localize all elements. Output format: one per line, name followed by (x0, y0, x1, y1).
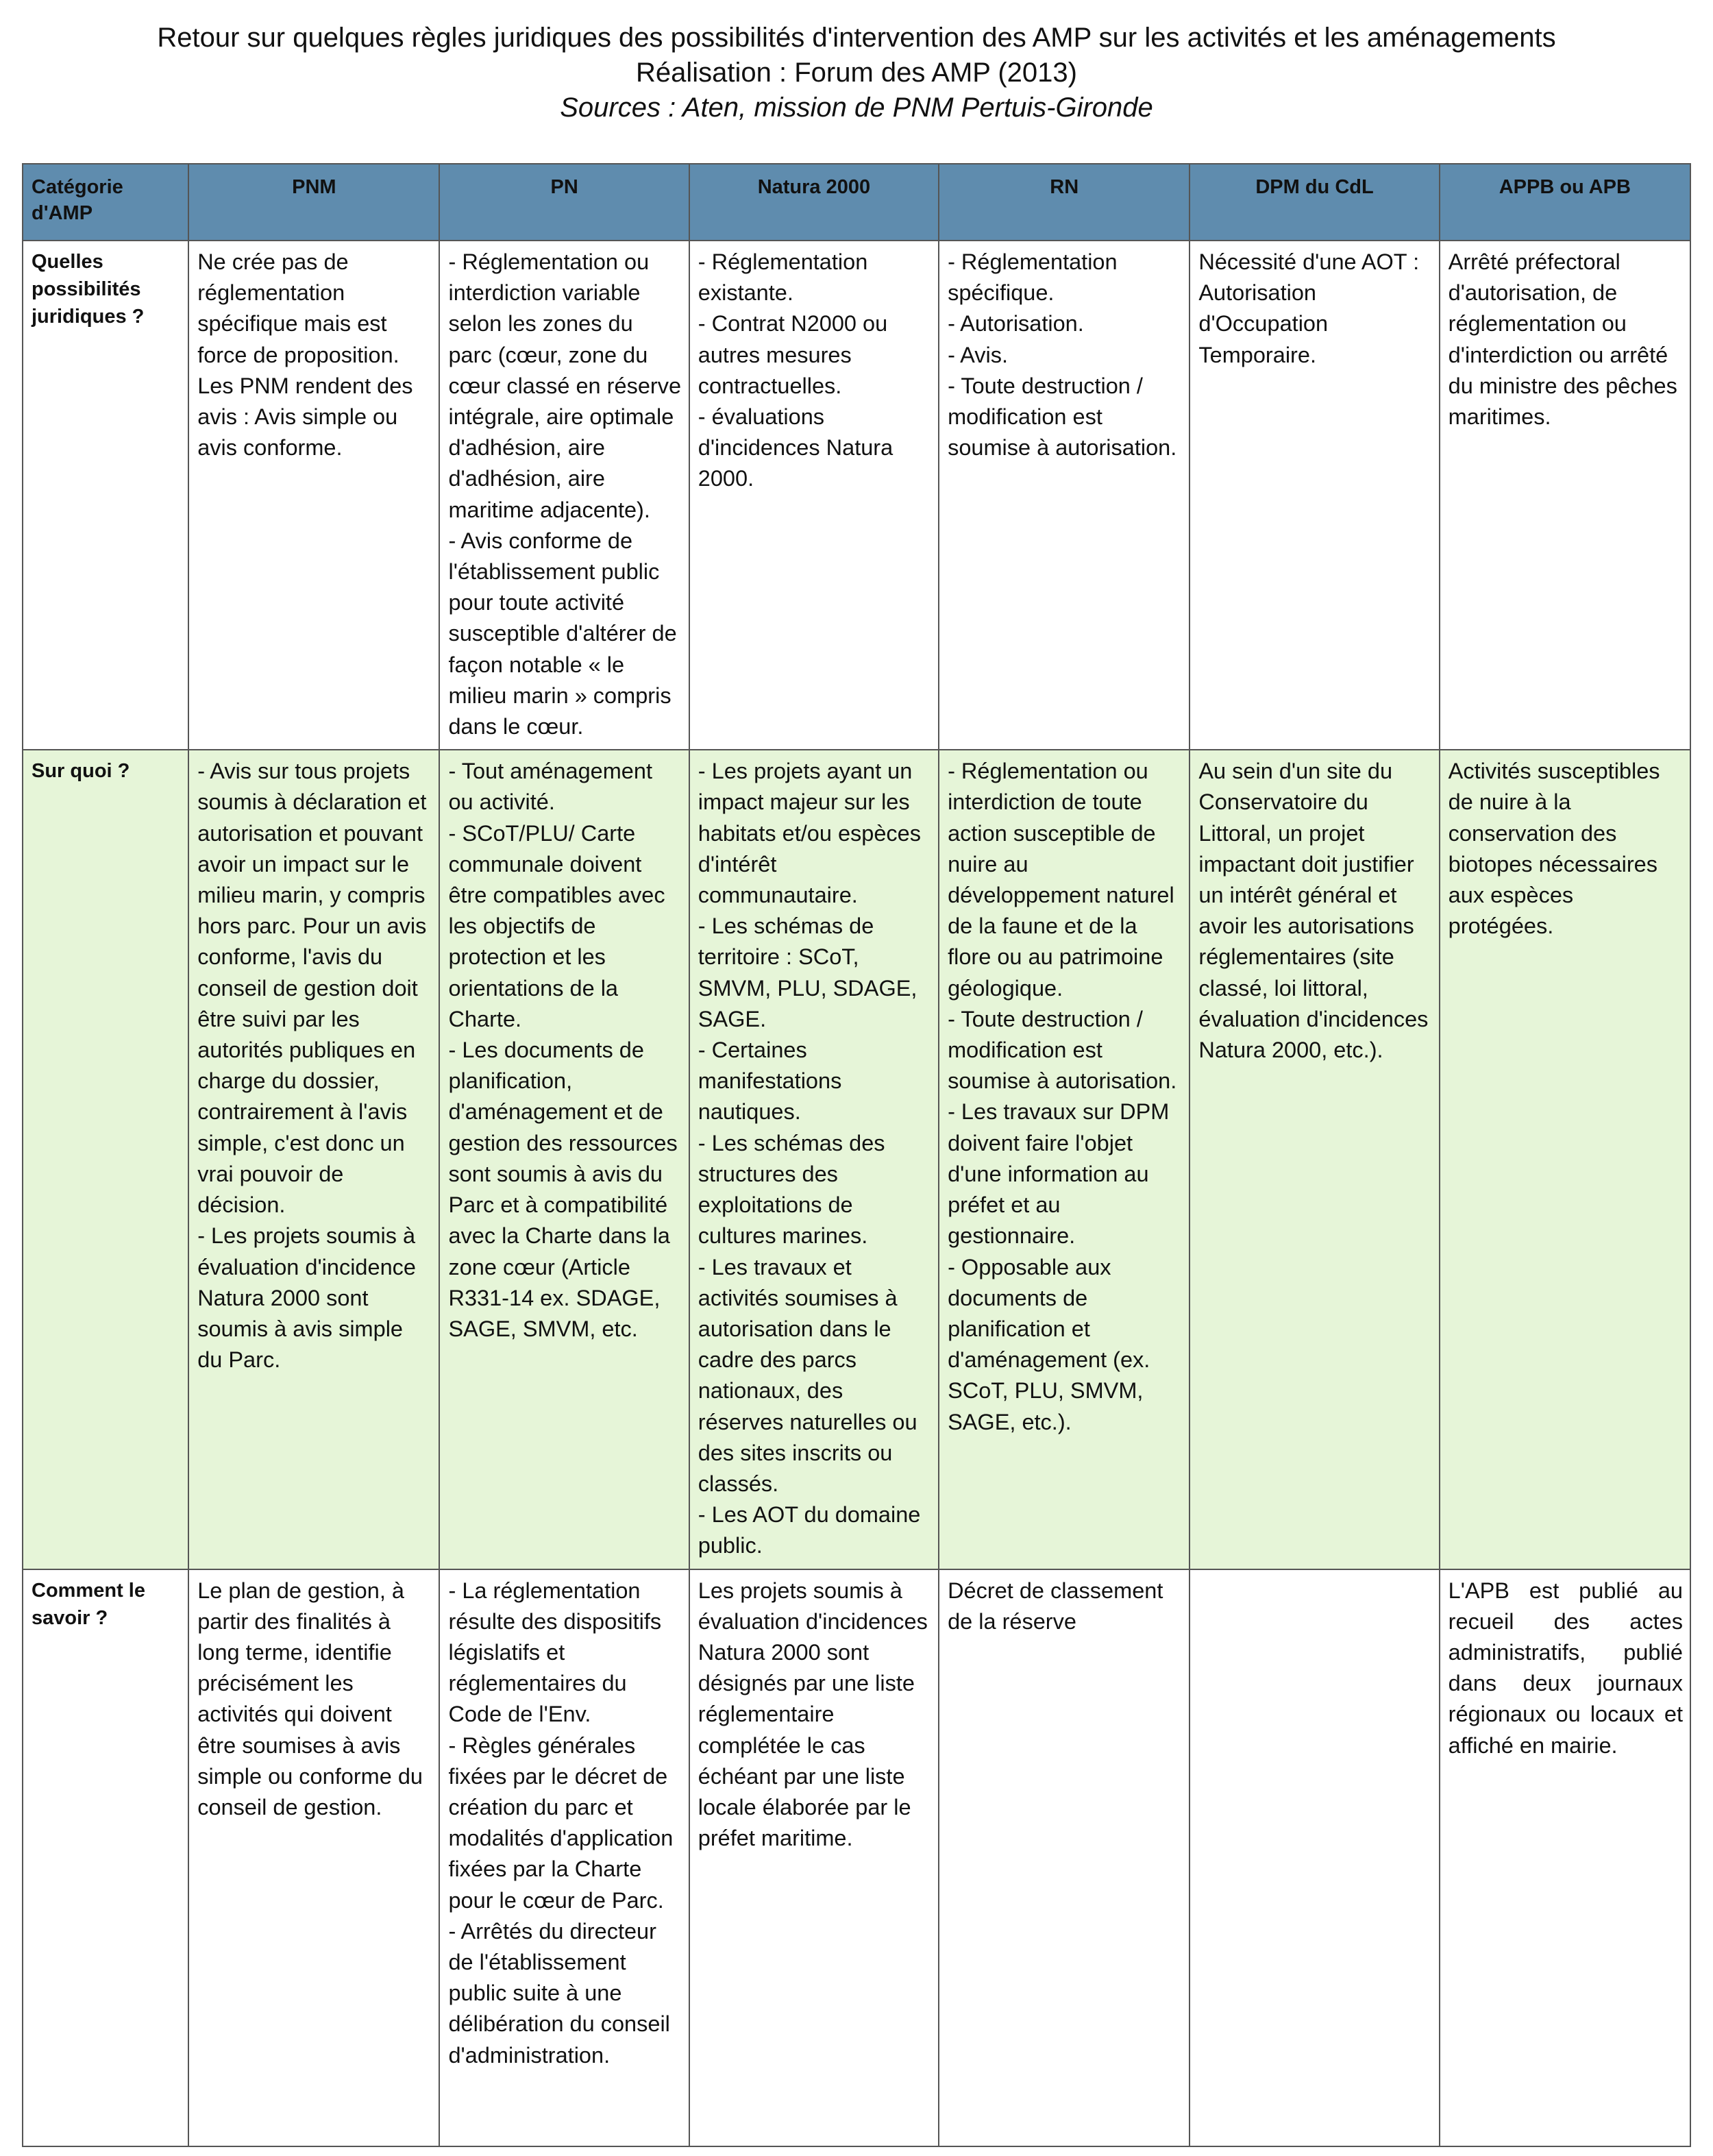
cell-possibilites-pnm: Ne crée pas de réglementation spécifique mais est force de proposition. Les PNM rendent des avis : Avis simple ou avis conforme. (188, 241, 439, 750)
row-header-possibilites: Quelles possibilités juridiques ? (23, 241, 188, 750)
column-header-dpm-cdl: DPM du CdL (1190, 164, 1439, 241)
column-header-pnm: PNM (188, 164, 439, 241)
column-header-pn: PN (439, 164, 689, 241)
column-header-natura-2000: Natura 2000 (689, 164, 939, 241)
column-header-rn: RN (939, 164, 1190, 241)
table-header-row (23, 164, 1690, 241)
document-sources: Sources : Aten, mission de PNM Pertuis-Gironde (560, 93, 1153, 123)
table-row-comment-le-savoir (23, 1569, 1690, 2146)
cell-comment-pnm: Le plan de gestion, à partir des finalités à long terme, identifie précisément les activités qui doivent être soumises à avis simple ou conforme du conseil de gestion. (188, 1569, 439, 2146)
document-header (0, 21, 1713, 125)
row-header-sur-quoi: Sur quoi ? (23, 750, 188, 1569)
cell-sur-quoi-natura-2000: - Les projets ayant un impact majeur sur les habitats et/ou espèces d'intérêt communautaire. - Les schémas de territoire : SCoT, SMVM, PLU, SDAGE, SAGE. - Certaines manifestations nautiques. - Les schémas des structures des exploitations de cultures marines. - Les travaux et activités soumises à autorisation dans le cadre des parcs nationaux, des réserves naturelles ou des sites inscrits ou classés. - Les AOT du domaine public. (689, 750, 939, 1569)
table-row-sur-quoi (23, 750, 1690, 1569)
cell-possibilites-rn: - Réglementation spécifique. - Autorisation. - Avis. - Toute destruction / modification est soumise à autorisation. (939, 241, 1190, 750)
cell-sur-quoi-appb: Activités susceptibles de nuire à la conservation des biotopes nécessaires aux espèces protégées. (1440, 750, 1690, 1569)
document-title: Retour sur quelques règles juridiques des possibilités d'intervention des AMP sur les activités et les aménagements (157, 23, 1556, 53)
cell-possibilites-natura-2000: - Réglementation existante. - Contrat N2000 ou autres mesures contractuelles. - évaluations d'incidences Natura 2000. (689, 241, 939, 750)
cell-sur-quoi-pnm: - Avis sur tous projets soumis à déclaration et autorisation et pouvant avoir un impact sur le milieu marin, y compris hors parc. Pour un avis conforme, l'avis du conseil de gestion doit être suivi par les autorités publiques en charge du dossier, contrairement à l'avis simple, c'est donc un vrai pouvoir de décision. - Les projets soumis à évaluation d'incidence Natura 2000 sont soumis à avis simple du Parc. (188, 750, 439, 1569)
cell-comment-natura-2000: Les projets soumis à évaluation d'incidences Natura 2000 sont désignés par une liste réglementaire complétée le cas échéant par une liste locale élaborée par le préfet maritime. (689, 1569, 939, 2146)
cell-possibilites-appb: Arrêté préfectoral d'autorisation, de réglementation ou d'interdiction ou arrêté du ministre des pêches maritimes. (1440, 241, 1690, 750)
cell-comment-appb: L'APB est publié au recueil des actes administratifs, publié dans deux journaux régionaux ou locaux et affiché en mairie. (1440, 1569, 1690, 2146)
cell-comment-rn: Décret de classement de la réserve (939, 1569, 1190, 2146)
cell-possibilites-dpm-cdl: Nécessité d'une AOT : Autorisation d'Occupation Temporaire. (1190, 241, 1439, 750)
document-subtitle: Réalisation : Forum des AMP (2013) (635, 58, 1077, 88)
table-row-possibilites (23, 241, 1690, 750)
column-header-appb: APPB ou APB (1440, 164, 1690, 241)
cell-sur-quoi-rn: - Réglementation ou interdiction de toute action susceptible de nuire au développement naturel de la faune et de la flore ou au patrimoine géologique. - Toute destruction / modification est soumise à autorisation. - Les travaux sur DPM doivent faire l'objet d'une information au préfet et au gestionnaire. - Opposable aux documents de planification et d'aménagement (ex. SCoT, PLU, SMVM, SAGE, etc.). (939, 750, 1190, 1569)
cell-comment-pn: - La réglementation résulte des dispositifs législatifs et réglementaires du Code de l'Env. - Règles générales fixées par le décret de création du parc et modalités d'application fixées par la Charte pour le cœur de Parc. - Arrêtés du directeur de l'établissement public suite à une délibération du conseil d'administration. (439, 1569, 689, 2146)
cell-sur-quoi-pn: - Tout aménagement ou activité. - SCoT/PLU/ Carte communale doivent être compatibles avec les objectifs de protection et les orientations de la Charte. - Les documents de planification, d'aménagement et de gestion des ressources sont soumis à avis du Parc et à compatibilité avec la Charte dans la zone cœur (Article R331-14 ex. SDAGE, SAGE, SMVM, etc. (439, 750, 689, 1569)
column-header-category: Catégorie d'AMP (23, 164, 188, 241)
cell-comment-dpm-cdl (1190, 1569, 1439, 2146)
amp-rules-table (22, 163, 1691, 2147)
cell-possibilites-pn: - Réglementation ou interdiction variable selon les zones du parc (cœur, zone du cœur classé en réserve intégrale, aire optimale d'adhésion, aire d'adhésion, aire maritime adjacente). - Avis conforme de l'établissement public pour toute activité susceptible d'altérer de façon notable « le milieu marin » compris dans le cœur. (439, 241, 689, 750)
row-header-comment-le-savoir: Comment le savoir ? (23, 1569, 188, 2146)
cell-sur-quoi-dpm-cdl: Au sein d'un site du Conservatoire du Littoral, un projet impactant doit justifier un intérêt général et avoir les autorisations réglementaires (site classé, loi littoral, évaluation d'incidences Natura 2000, etc.). (1190, 750, 1439, 1569)
